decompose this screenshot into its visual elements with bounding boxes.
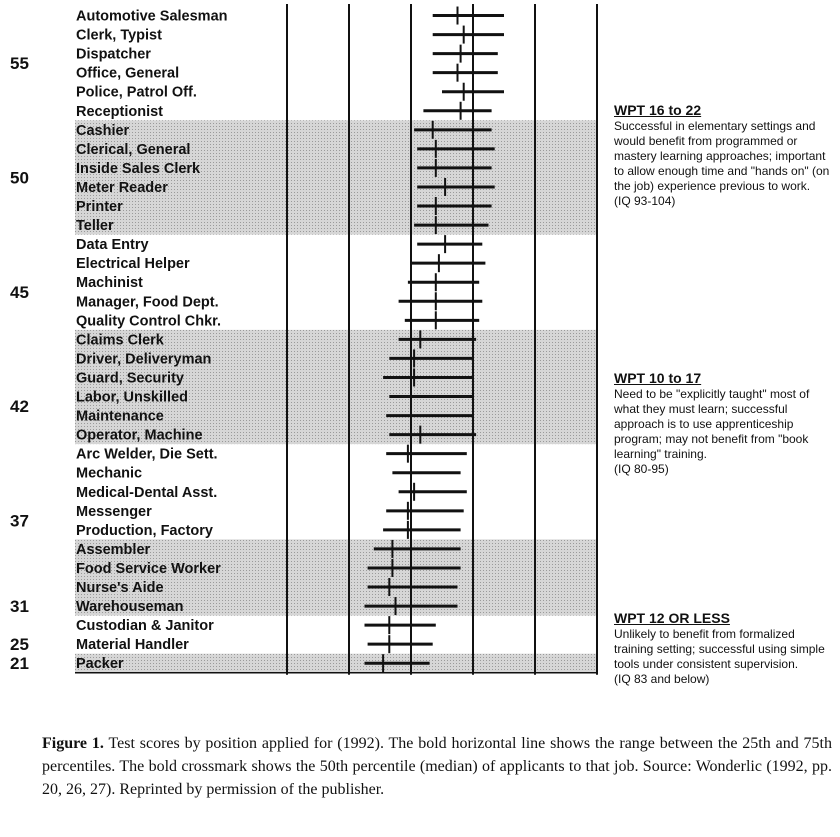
occupation-label: Nurse's Aide bbox=[76, 580, 164, 597]
occupation-label: Teller bbox=[76, 218, 114, 235]
score-label: 25 bbox=[10, 635, 29, 655]
note-wpt-16-22 bbox=[614, 102, 836, 209]
score-label: 37 bbox=[10, 511, 29, 531]
occupation-label: Clerk, Typist bbox=[76, 27, 162, 44]
occupation-label: Quality Control Chkr. bbox=[76, 313, 222, 330]
note-body: Successful in elementary settings and would benefit from programmed or mastery learning approaches; important to allow enough time and "hands on" (on the job) experience previous to work. bbox=[614, 119, 830, 193]
occupation-label: Cashier bbox=[76, 122, 130, 139]
occupation-label: Mechanic bbox=[76, 465, 143, 482]
shaded-band-upper bbox=[75, 120, 597, 234]
occupation-label: Material Handler bbox=[76, 637, 189, 654]
occupation-label: Data Entry bbox=[76, 237, 149, 254]
occupation-label: Driver, Deliveryman bbox=[76, 351, 212, 368]
caption-text: Test scores by position applied for (1992). The bold horizontal line shows the range between the 25th and 75th percentiles. The bold crossmark shows the 50th percentile (median) of applicants to that job. Source: Wonderlic (1992, pp. 20, 26, 27). Reprinted by permission of the publisher. bbox=[42, 735, 832, 798]
note-title: WPT 16 to 22 bbox=[614, 102, 702, 118]
occupation-label: Guard, Security bbox=[76, 370, 184, 387]
occupation-label: Clerical, General bbox=[76, 141, 191, 158]
occupation-label: Electrical Helper bbox=[76, 256, 190, 273]
note-title: WPT 10 to 17 bbox=[614, 370, 702, 386]
occupation-label: Food Service Worker bbox=[76, 560, 221, 577]
note-iq: (IQ 83 and below) bbox=[614, 672, 710, 686]
occupation-label: Office, General bbox=[76, 65, 180, 82]
occupation-label: Warehouseman bbox=[76, 599, 184, 616]
occupation-label: Claims Clerk bbox=[76, 332, 164, 349]
occupation-label: Production, Factory bbox=[76, 522, 213, 539]
occupation-label: Inside Sales Clerk bbox=[76, 160, 201, 177]
occupation-label: Meter Reader bbox=[76, 179, 168, 196]
score-label: 45 bbox=[10, 282, 29, 302]
occupation-label: Medical-Dental Asst. bbox=[76, 484, 218, 501]
score-label: 31 bbox=[10, 597, 29, 617]
note-body: Unlikely to benefit from formalized training setting; successful using simple tools under consistent supervision. bbox=[614, 627, 825, 671]
caption-lead: Figure 1. bbox=[42, 735, 104, 752]
score-labels bbox=[10, 54, 29, 673]
occupation-label: Dispatcher bbox=[76, 46, 151, 63]
note-wpt-10-17 bbox=[614, 370, 836, 477]
occupation-label: Printer bbox=[76, 199, 123, 216]
shaded-band-lowest bbox=[75, 654, 597, 673]
score-label: 42 bbox=[10, 397, 29, 417]
occupation-label: Messenger bbox=[76, 503, 152, 520]
occupation-label: Manager, Food Dept. bbox=[76, 294, 219, 311]
occupation-label: Custodian & Janitor bbox=[76, 618, 214, 635]
occupation-label: Arc Welder, Die Sett. bbox=[76, 446, 218, 463]
occupation-label: Operator, Machine bbox=[76, 427, 203, 444]
note-wpt-12-or-less bbox=[614, 610, 836, 687]
occupation-label: Packer bbox=[76, 656, 124, 673]
occupation-label: Automotive Salesman bbox=[76, 8, 228, 25]
occupation-label: Police, Patrol Off. bbox=[76, 84, 197, 101]
note-iq: (IQ 93-104) bbox=[614, 194, 676, 208]
score-label: 55 bbox=[10, 54, 29, 74]
occupation-label: Maintenance bbox=[76, 408, 164, 425]
score-label: 21 bbox=[10, 654, 29, 674]
occupation-label: Assembler bbox=[76, 541, 151, 558]
occupation-label: Labor, Unskilled bbox=[76, 389, 188, 406]
score-label: 50 bbox=[10, 168, 29, 188]
note-title: WPT 12 OR LESS bbox=[614, 610, 730, 626]
figure-caption bbox=[42, 732, 832, 801]
occupation-label: Machinist bbox=[76, 275, 143, 292]
note-iq: (IQ 80-95) bbox=[614, 462, 669, 476]
note-body: Need to be "explicitly taught" most of what they must learn; successful approach is to use apprenticeship program; may not benefit from "book learning" training. bbox=[614, 387, 810, 461]
occupation-label: Receptionist bbox=[76, 103, 164, 120]
